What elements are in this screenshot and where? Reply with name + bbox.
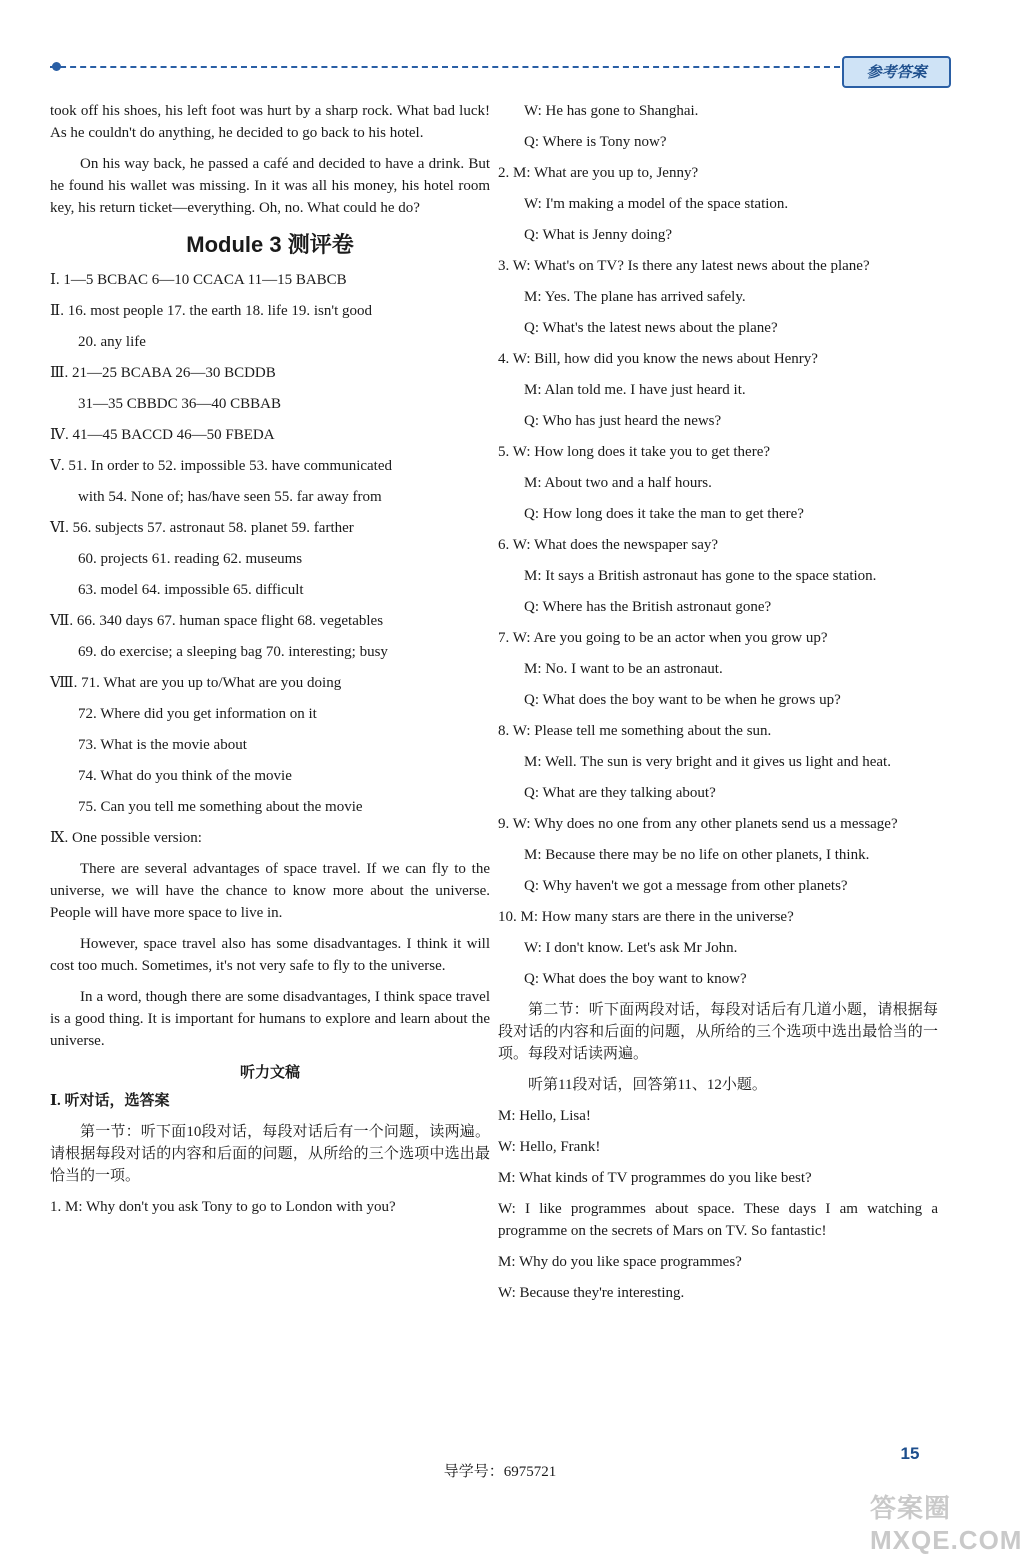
answer-line: Ⅵ. 56. subjects 57. astronaut 58. planet 59. farther <box>50 520 354 536</box>
story-paragraph: On his way back, he passed a café and decided to have a drink. But he found his wallet was missing. In it was all his money, his hotel room key, his return ticket—everything. Oh, no. What could he do? <box>50 156 490 216</box>
dialog-line: 1. M: Why don't you ask Tony to go to London with you? <box>50 1199 396 1215</box>
dialog-line: W: Hello, Frank! <box>498 1139 601 1155</box>
answer-line: Ⅸ. One possible version: <box>50 830 202 846</box>
dialog-line: Q: Where is Tony now? <box>524 134 667 150</box>
left-column <box>50 100 490 1227</box>
dialog-line: 8. W: Please tell me something about the sun. <box>498 723 772 739</box>
dialog-line: W: Because they're interesting. <box>498 1285 685 1301</box>
dialog-line: Q: What is Jenny doing? <box>524 227 673 243</box>
dialog-line: 7. W: Are you going to be an actor when you grow up? <box>498 630 828 646</box>
dialog-line: M: No. I want to be an astronaut. <box>524 661 723 677</box>
dialog-line: Q: Who has just heard the news? <box>524 413 722 429</box>
dialog-line: 4. W: Bill, how did you know the news about Henry? <box>498 351 818 367</box>
essay-paragraph: In a word, though there are some disadvantages, I think space travel is a good thing. It is important for humans to explore and learn about the universe. <box>50 989 490 1049</box>
dialog-line: 6. W: What does the newspaper say? <box>498 537 719 553</box>
listening-section: Ⅰ. 听对话，选答案 <box>50 1093 170 1109</box>
watermark: 答案圈 MXQE.COM <box>870 1493 1022 1555</box>
right-column <box>498 100 938 1313</box>
answer-line: 74. What do you think of the movie <box>78 768 292 784</box>
answer-line: 75. Can you tell me something about the movie <box>78 799 363 815</box>
answer-line: 72. Where did you get information on it <box>78 706 317 722</box>
section2-intro: 第二节：听下面两段对话，每段对话后有几道小题，请根据每段对话的内容和后面的问题，从所给的三个选项中选出最恰当的一项。每段对话读两遍。 <box>498 1002 938 1062</box>
answer-key-tab: 参考答案 <box>842 56 951 88</box>
essay-paragraph: There are several advantages of space travel. If we can fly to the universe, we will have the chance to know more about the universe. People will have more space to live in. <box>50 861 490 921</box>
dialog-line: W: He has gone to Shanghai. <box>524 103 699 119</box>
essay-paragraph: However, space travel also has some disadvantages. I think it will cost too much. Sometimes, it's not very safe to fly to the universe. <box>50 936 490 974</box>
answer-line: 31—35 CBBDC 36—40 CBBAB <box>78 396 281 412</box>
dialog-line: Q: Why haven't we got a message from other planets? <box>524 878 848 894</box>
answer-line: Ⅲ. 21—25 BCABA 26—30 BCDDB <box>50 365 276 381</box>
answer-line: Ⅶ. 66. 340 days 67. human space flight 68. vegetables <box>50 613 384 629</box>
dialog-line: M: What kinds of TV programmes do you like best? <box>498 1170 812 1186</box>
module-title: Module 3 测评卷 <box>186 232 354 257</box>
dialog-line: Q: How long does it take the man to get there? <box>524 506 804 522</box>
dialog-line: 10. M: How many stars are there in the universe? <box>498 909 794 925</box>
dialog-line: M: Alan told me. I have just heard it. <box>524 382 746 398</box>
dialog-line: 9. W: Why does no one from any other planets send us a message? <box>498 816 898 832</box>
answer-line: Ⅷ. 71. What are you up to/What are you doing <box>50 675 342 691</box>
dialog-line: Q: Where has the British astronaut gone? <box>524 599 772 615</box>
dialog-line: M: Well. The sun is very bright and it gives us light and heat. <box>524 754 891 770</box>
dialog-line: Q: What are they talking about? <box>524 785 716 801</box>
header-rule <box>50 66 840 68</box>
dialog-line: 5. W: How long does it take you to get there? <box>498 444 771 460</box>
dialog-line: Q: What's the latest news about the plane? <box>524 320 778 336</box>
dialog-line: M: Hello, Lisa! <box>498 1108 591 1124</box>
answer-line: 20. any life <box>78 334 146 350</box>
answer-line: 69. do exercise; a sleeping bag 70. interesting; busy <box>78 644 388 660</box>
dialog-line: M: Yes. The plane has arrived safely. <box>524 289 746 305</box>
listening-title: 听力文稿 <box>239 1065 300 1081</box>
dialog-line: W: I'm making a model of the space station. <box>524 196 789 212</box>
answer-line: with 54. None of; has/have seen 55. far away from <box>78 489 382 505</box>
answer-line: 73. What is the movie about <box>78 737 247 753</box>
answer-line: 63. model 64. impossible 65. difficult <box>78 582 304 598</box>
dialog-line: M: Because there may be no life on other planets, I think. <box>524 847 870 863</box>
story-paragraph: took off his shoes, his left foot was hurt by a sharp rock. What bad luck! As he couldn't do anything, he decided to go back to his hotel. <box>50 103 490 141</box>
answer-line: Ⅴ. 51. In order to 52. impossible 53. have communicated <box>50 458 393 474</box>
section2-sub: 听第11段对话，回答第11、12小题。 <box>528 1077 767 1093</box>
listening-intro: 第一节：听下面10段对话，每段对话后有一个问题，读两遍。请根据每段对话的内容和后面的问题，从所给的三个选项中选出最恰当的一项。 <box>50 1124 490 1184</box>
answer-line: Ⅳ. 41—45 BACCD 46—50 FBEDA <box>50 427 275 443</box>
page-number: 15 <box>900 1444 920 1463</box>
answer-line: 60. projects 61. reading 62. museums <box>78 551 303 567</box>
answer-line: Ⅱ. 16. most people 17. the earth 18. life 19. isn't good <box>50 303 373 319</box>
dialog-line: Q: What does the boy want to know? <box>524 971 747 987</box>
dialog-line: 2. M: What are you up to, Jenny? <box>498 165 699 181</box>
guide-number: 导学号：6975721 <box>443 1464 557 1480</box>
answer-line: Ⅰ. 1—5 BCBAC 6—10 CCACA 11—15 BABCB <box>50 272 347 288</box>
dialog-line: Q: What does the boy want to be when he grows up? <box>524 692 841 708</box>
dialog-line: W: I like programmes about space. These days I am watching a programme on the secrets of Mars on TV. So fantastic! <box>498 1201 938 1239</box>
dialog-line: W: I don't know. Let's ask Mr John. <box>524 940 738 956</box>
dialog-line: 3. W: What's on TV? Is there any latest news about the plane? <box>498 258 870 274</box>
dialog-line: M: About two and a half hours. <box>524 475 712 491</box>
dialog-line: M: It says a British astronaut has gone to the space station. <box>524 568 877 584</box>
dialog-line: M: Why do you like space programmes? <box>498 1254 742 1270</box>
